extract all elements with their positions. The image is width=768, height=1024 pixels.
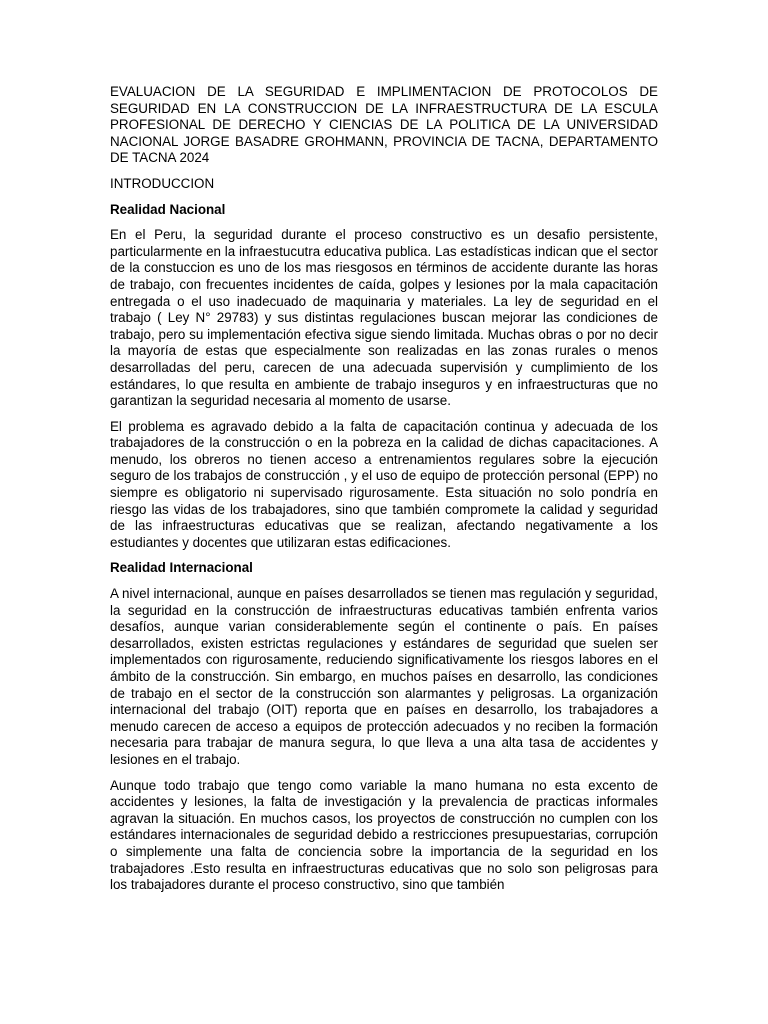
introduction-heading: INTRODUCCION bbox=[110, 175, 215, 191]
paragraph: El problema es agravado debido a la falta de capacitación continua y adecuada de los trabajadores de la construcción o en la pobreza en la calidad de dichas capacitaciones. A menudo, los obreros no tienen acceso a entrenamientos regulares sobre la ejecución seguro de los trabajos de construcción , y el uso de equipo de protección personal (EPP) no siempre es obligatorio ni supervisado rigurosamente. Esta situación no solo pondría en riesgo las vidas de los trabajadores, sino que también compromete la calidad y seguridad de las infraestructuras educativas que se realizan, afectando negativamente a los estudiantes y docentes que utilizaran estas edificaciones. bbox=[110, 418, 658, 550]
section-heading-nacional: Realidad Nacional bbox=[110, 201, 226, 217]
paragraph: A nivel internacional, aunque en países desarrollados se tienen mas regulación y seguridad, la seguridad en la construcción de infraestructuras educativas también enfrenta varios desafíos, aunque varian considerablemente según el continente o país. En países desarrollados, existen estrictas regulaciones y estándares de seguridad que suelen ser implementados con rigurosamente, reduciendo significativamente los riesgos labores en el ámbito de la construcción. Sin embargo, en muchos países en desarrollo, las condiciones de trabajo en el sector de la construcción son alarmantes y peligrosas. La organización internacional del trabajo (OIT) reporta que en países en desarrollo, los trabajadores a menudo carecen de acceso a equipos de protección adecuados y no reciben la formación necesaria para trabajar de manura segura, lo que lleva a una alta tasa de accidentes y lesiones en el trabajo. bbox=[110, 586, 658, 767]
section-heading-internacional: Realidad Internacional bbox=[110, 560, 253, 576]
paragraph: En el Peru, la seguridad durante el proceso constructivo es un desafio persistente, particularmente en la infraestucutra educativa publica. Las estadísticas indican que el sector de la constuccion es uno de los mas riesgosos en términos de accidente durante las horas de trabajo, con frecuentes incidentes de caída, golpes y lesiones por la mala capacitación entregada o el uso inadecuado de maquinaria y materiales. La ley de seguridad en el trabajo ( Ley N° 29783) y sus distintas regulaciones buscan mejorar las condiciones de trabajo, pero su implementación efectiva sigue siendo limitada. Muchas obras o por no decir la mayoría de estas que especialmente son realizadas en las zonas rurales o menos desarrolladas del peru, carecen de una adecuada supervisión y cumplimiento de los estándares, lo que resulta en ambiente de trabajo inseguros y en infraestructuras que no garantizan la seguridad necesaria al momento de usarse. bbox=[110, 227, 658, 409]
document-page bbox=[110, 84, 658, 903]
paragraph: Aunque todo trabajo que tengo como variable la mano humana no esta excento de accidentes y lesiones, la falta de investigación y la prevalencia de practicas informales agravan la situación. En muchos casos, los proyectos de construcción no cumplen con los estándares internacionales de seguridad debido a restricciones presupuestarias, corrupción o simplemente una falta de conciencia sobre la importancia de la seguridad en los trabajadores .Esto resulta en infraestructuras educativas que no solo son peligrosas para los trabajadores durante el proceso constructivo, sino que también bbox=[110, 777, 658, 893]
document-title: EVALUACION DE LA SEGURIDAD E IMPLIMENTACION DE PROTOCOLOS DE SEGURIDAD EN LA CONSTRUCCION DE LA INFRAESTRUCTURA DE LA ESCULA PROFESIONAL DE DERECHO Y CIENCIAS DE LA POLITICA DE LA UNIVERSIDAD NACIONAL JORGE BASADRE GROHMANN, PROVINCIA DE TACNA, DEPARTAMENTO DE TACNA 2024 bbox=[110, 84, 658, 166]
